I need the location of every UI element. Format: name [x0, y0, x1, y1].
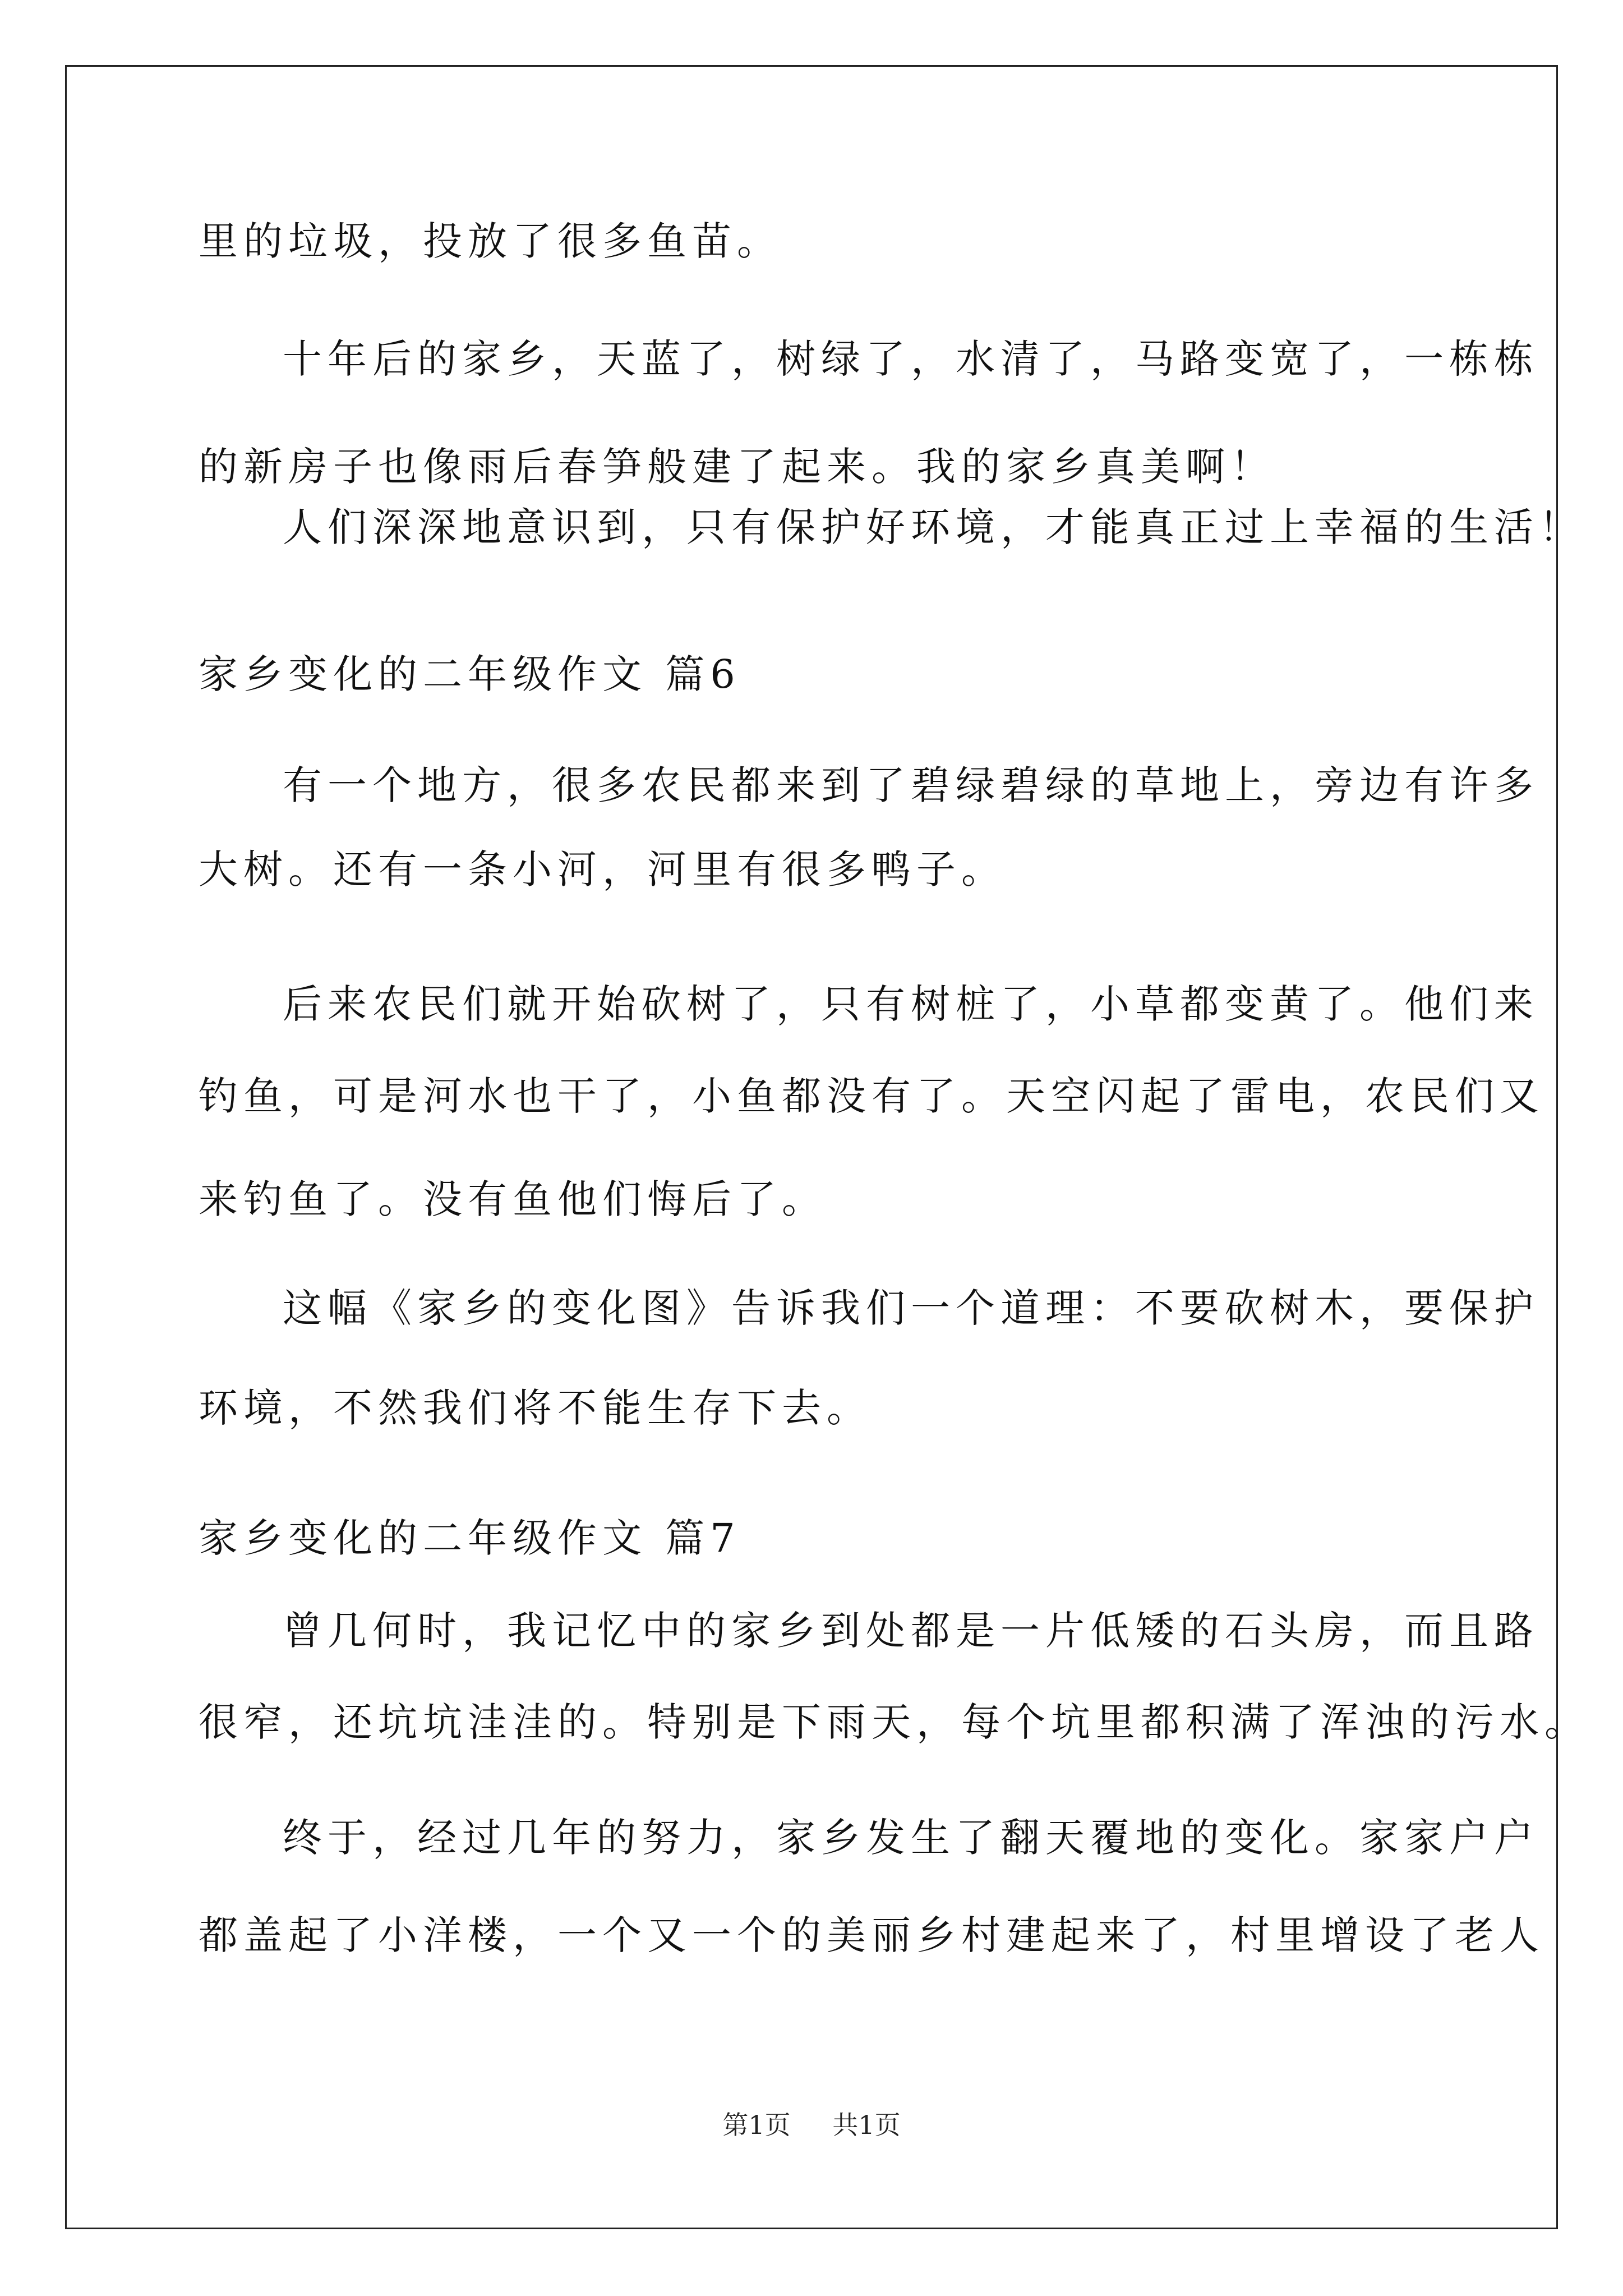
paragraph-line: 终于，经过几年的努力，家乡发生了翻天覆地的变化。家家户户 [283, 1815, 1539, 1861]
page-total: 共1页 [832, 2110, 901, 2140]
text-line: 环境，不然我们将不能生存下去。 [199, 1385, 872, 1431]
paragraph-line: 这幅《家乡的变化图》告诉我们一个道理：不要砍树木，要保护 [283, 1285, 1539, 1331]
text-line: 的新房子也像雨后春笋般建了起来。我的家乡真美啊！ [199, 444, 1275, 490]
text-line: 来钓鱼了。没有鱼他们悔后了。 [199, 1176, 827, 1222]
text-line: 钓鱼，可是河水也干了，小鱼都没有了。天空闪起了雷电，农民们又 [199, 1073, 1544, 1119]
text-line: 里的垃圾，投放了很多鱼苗。 [199, 218, 782, 264]
section-heading-6: 家乡变化的二年级作文 篇6 [199, 651, 741, 697]
paragraph-line: 人们深深地意识到，只有保护好环境，才能真正过上幸福的生活！ [283, 504, 1584, 550]
text-line: 大树。还有一条小河，河里有很多鸭子。 [199, 846, 1006, 892]
page-footer [0, 2108, 1623, 2142]
page-border [65, 65, 1558, 2229]
section-heading-7: 家乡变化的二年级作文 篇7 [199, 1515, 741, 1561]
paragraph-line: 有一个地方，很多农民都来到了碧绿碧绿的草地上，旁边有许多 [283, 762, 1539, 808]
paragraph-line: 十年后的家乡，天蓝了，树绿了，水清了，马路变宽了，一栋栋 [283, 336, 1539, 382]
paragraph-line: 后来农民们就开始砍树了，只有树桩了，小草都变黄了。他们来 [283, 981, 1539, 1027]
paragraph-line: 曾几何时，我记忆中的家乡到处都是一片低矮的石头房，而且路 [283, 1608, 1539, 1654]
text-line: 都盖起了小洋楼，一个又一个的美丽乡村建起来了，村里增设了老人 [199, 1912, 1544, 1958]
page-number: 第1页 [722, 2110, 791, 2140]
text-line: 很窄，还坑坑洼洼的。特别是下雨天，每个坑里都积满了浑浊的污水。 [199, 1699, 1589, 1745]
